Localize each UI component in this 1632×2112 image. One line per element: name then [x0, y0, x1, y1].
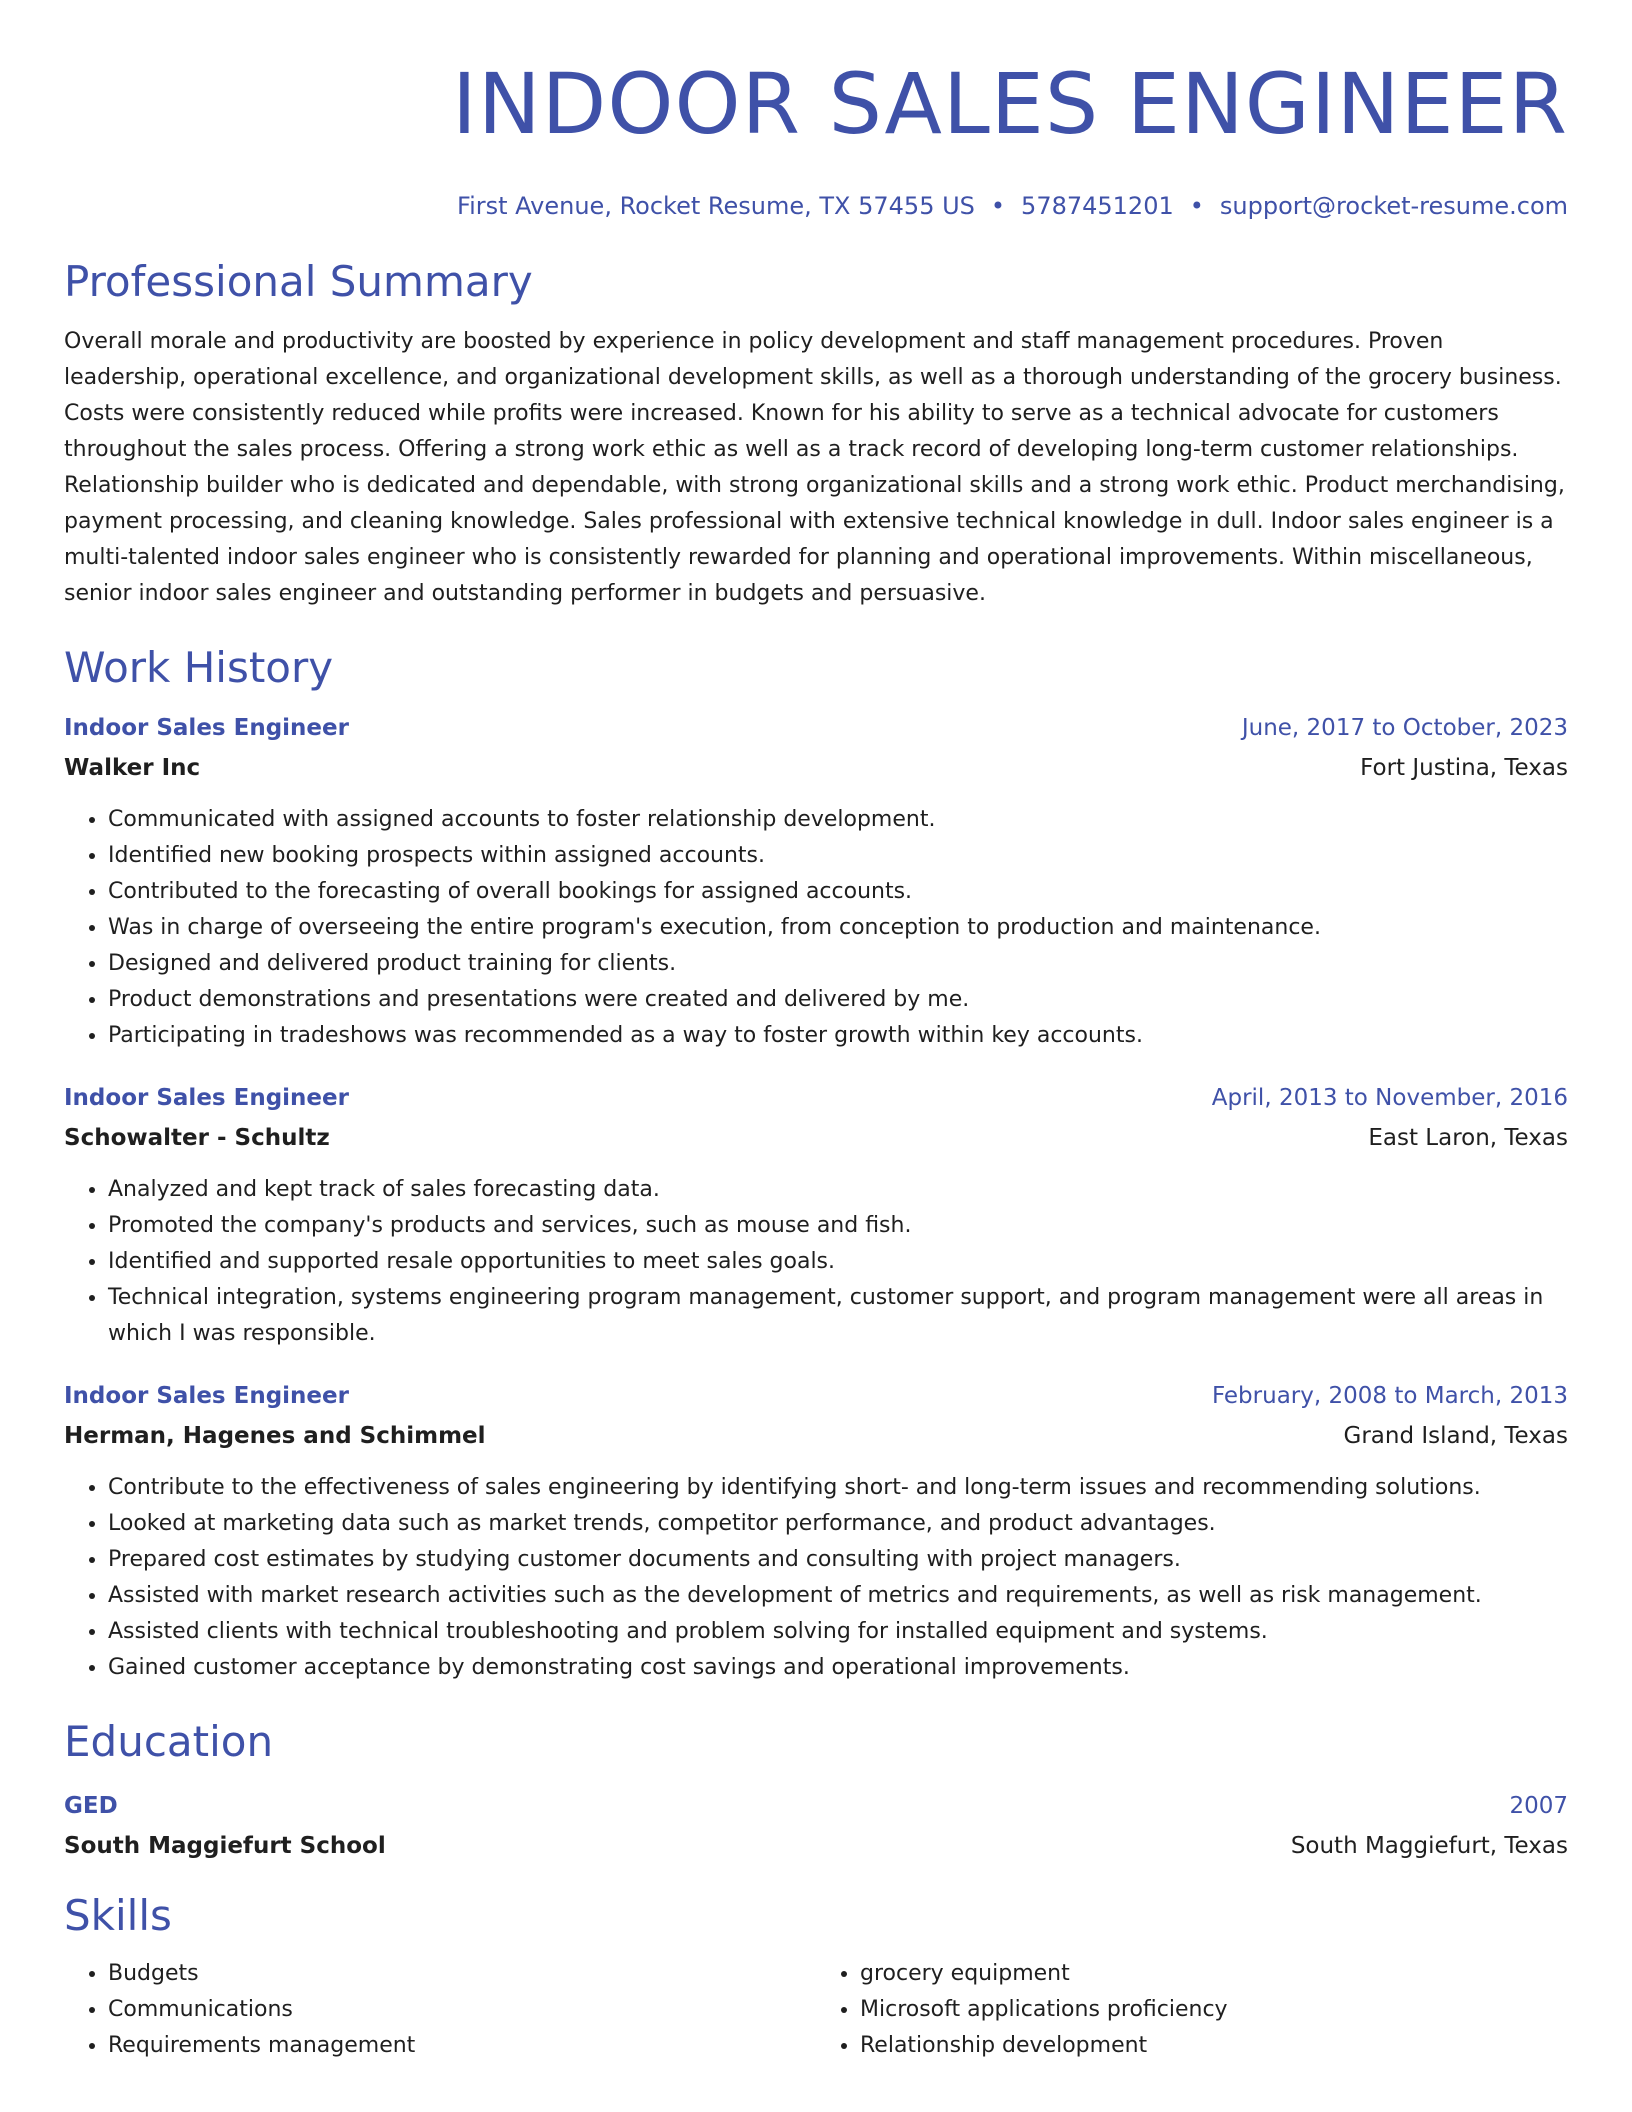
skills-section: [64, 1890, 1568, 2064]
skill-item: • Relationship development: [860, 2028, 1568, 2064]
job-dates: February, 2008 to March, 2013: [1211, 1383, 1568, 1409]
skill-item: • Communications: [108, 1992, 816, 2028]
education-school: South Maggiefurt School: [64, 1833, 386, 1859]
work-history-heading: Work History: [64, 643, 334, 692]
job-title: Indoor Sales Engineer: [64, 1085, 349, 1111]
education-degree: GED: [64, 1793, 118, 1819]
skill-item: • Microsoft applications proficiency: [860, 1992, 1568, 2028]
list-item: • Assisted with market research activities such as the development of metrics and requirements, as well as risk management.: [108, 1578, 1568, 1614]
skill-item: • grocery equipment: [860, 1956, 1568, 1992]
list-item: • Participating in tradeshows was recommended as a way to foster growth within key accounts.: [108, 1018, 1568, 1054]
contact-separator: •: [990, 192, 1006, 220]
education-location: South Maggiefurt, Texas: [1290, 1833, 1568, 1859]
contact-phone: 5787451201: [1021, 192, 1174, 220]
contact-email: support@rocket-resume.com: [1219, 192, 1568, 220]
list-item: • Looked at marketing data such as market trends, competitor performance, and product advantages.: [108, 1506, 1568, 1542]
list-item: • Product demonstrations and presentations were created and delivered by me.: [108, 982, 1568, 1018]
skills-column-left: [64, 1956, 816, 2064]
job-company: Schowalter - Schultz: [64, 1125, 330, 1151]
contact-address: First Avenue, Rocket Resume, TX 57455 US: [457, 192, 975, 220]
list-item: • Was in charge of overseeing the entire program's execution, from conception to production and maintenance.: [108, 910, 1568, 946]
job-entry: [64, 712, 1568, 1054]
list-item: • Assisted clients with technical troubleshooting and problem solving for installed equipment and systems.: [108, 1614, 1568, 1650]
education-heading: Education: [64, 1717, 274, 1766]
job-company: Walker Inc: [64, 755, 201, 781]
job-title: Indoor Sales Engineer: [64, 1383, 349, 1409]
job-entry: [64, 1380, 1568, 1686]
summary-text: Overall morale and productivity are boosted by experience in policy development and staff management procedures. Proven leadership, operational excellence, and organizational development skills, as well as a thorough understanding of the grocery business. Costs were consistently reduced while profits were increased. Known for his ability to serve as a technical advocate for customers throughout the sales process. Offering a strong work ethic as well as a track record of developing long-term customer relationships. Relationship builder who is dedicated and dependable, with strong organizational skills and a strong work ethic. Product merchandising, payment processing, and cleaning knowledge. Sales professional with extensive technical knowledge in dull. Indoor sales engineer is a multi-talented indoor sales engineer who is consistently rewarded for planning and operational improvements. Within miscellaneous, senior indoor sales engineer and outstanding performer in budgets and persuasive.: [64, 329, 1565, 606]
list-item: • Analyzed and kept track of sales forecasting data.: [108, 1172, 1568, 1208]
work-history-section: [64, 642, 1568, 1686]
skill-item: • Requirements management: [108, 2028, 816, 2064]
list-item: • Technical integration, systems engineering program management, customer support, and program management were all areas in which I was responsible.: [108, 1280, 1568, 1352]
skills-heading: Skills: [64, 1891, 172, 1940]
job-entry: [64, 1082, 1568, 1352]
list-item: • Promoted the company's products and services, such as mouse and fish.: [108, 1208, 1568, 1244]
list-item: • Designed and delivered product training for clients.: [108, 946, 1568, 982]
job-location: East Laron, Texas: [1368, 1125, 1568, 1151]
job-bullets: [64, 1172, 1568, 1352]
skill-item: • Budgets: [108, 1956, 816, 1992]
job-dates: April, 2013 to November, 2016: [1211, 1085, 1568, 1111]
summary-heading: Professional Summary: [64, 257, 533, 306]
job-location: Fort Justina, Texas: [1360, 755, 1568, 781]
education-year: 2007: [1509, 1793, 1568, 1819]
job-company: Herman, Hagenes and Schimmel: [64, 1423, 486, 1449]
list-item: • Communicated with assigned accounts to foster relationship development.: [108, 802, 1568, 838]
job-location: Grand Island, Texas: [1343, 1423, 1568, 1449]
list-item: • Contributed to the forecasting of overall bookings for assigned accounts.: [108, 874, 1568, 910]
contact-separator: •: [1189, 192, 1204, 220]
job-title: Indoor Sales Engineer: [64, 715, 349, 741]
list-item: • Gained customer acceptance by demonstrating cost savings and operational improvements.: [108, 1650, 1568, 1686]
job-bullets: [64, 1470, 1568, 1686]
list-item: • Identified new booking prospects within assigned accounts.: [108, 838, 1568, 874]
job-bullets: [64, 802, 1568, 1054]
list-item: • Contribute to the effectiveness of sales engineering by identifying short- and long-term issues and recommending solutions.: [108, 1470, 1568, 1506]
skills-column-right: [816, 1956, 1568, 2064]
contact-line: [64, 190, 1568, 222]
job-dates: June, 2017 to October, 2023: [1241, 715, 1568, 741]
list-item: • Prepared cost estimates by studying customer documents and consulting with project managers.: [108, 1542, 1568, 1578]
summary-section: [64, 256, 1568, 612]
education-section: [64, 1716, 1568, 1862]
resume-title: INDOOR SALES ENGINEER: [452, 55, 1568, 153]
list-item: • Identified and supported resale opportunities to meet sales goals.: [108, 1244, 1568, 1280]
